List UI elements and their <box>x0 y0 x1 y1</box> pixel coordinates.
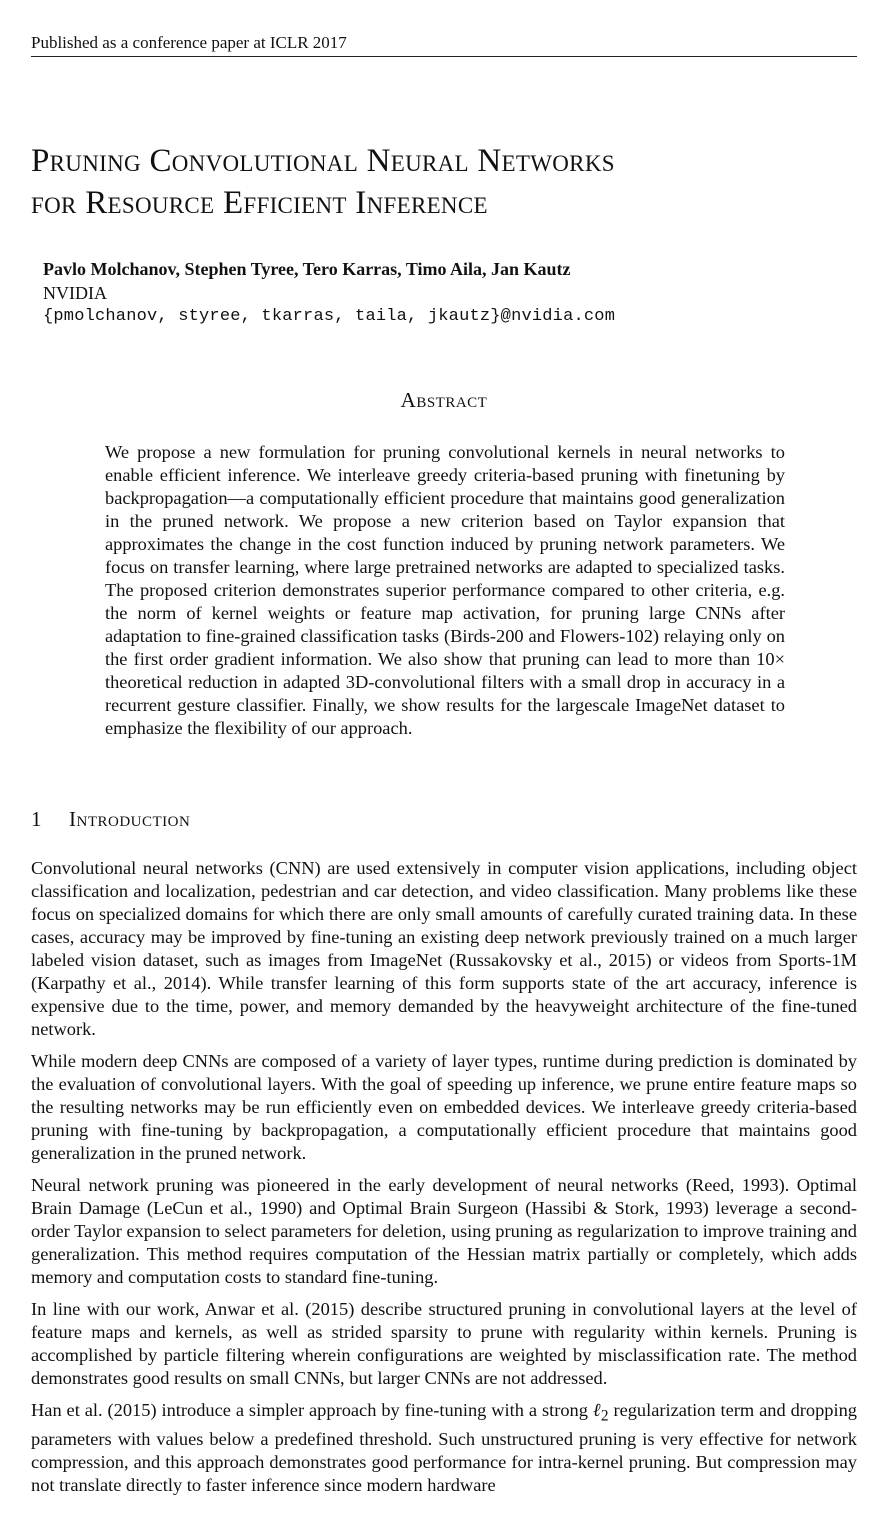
affiliation: NVIDIA <box>43 283 107 303</box>
running-head: Published as a conference paper at ICLR 2017 <box>31 33 857 57</box>
introduction-body <box>31 857 857 1506</box>
intro-paragraph-5-end: regularization term and dropping parameters with values below a predefined threshold. Such unstructured pruning is very effective for network compression, and this approach demonstrates good performance for intra-kernel pruning. But compression may not translate directly to faster inference since modern hardware <box>31 1400 857 1495</box>
intro-paragraph-2: While modern deep CNNs are composed of a variety of layer types, runtime during prediction is dominated by the evaluation of convolutional layers. With the goal of speeding up inference, we prune entire feature maps so the resulting networks may be run efficiently even on embedded devices. We interleave greedy criteria-based pruning with fine-tuning by backpropagation, a computationally efficient procedure that maintains good generalization in the pruned network. <box>31 1051 857 1163</box>
abstract-text: We propose a new formulation for pruning convolutional kernels in neural networks to enable efficient inference. We interleave greedy criteria-based pruning with finetuning by backpropagation—a computationally efficient procedure that maintains good generalization in the pruned network. We propose a new criterion based on Taylor expansion that approximates the change in the cost function induced by pruning network parameters. We focus on transfer learning, where large pretrained networks are adapted to specialized tasks. The proposed criterion demonstrates superior performance compared to other criteria, e.g. the norm of kernel weights or feature map activation, for pruning large CNNs after adaptation to fine-grained classification tasks (Birds-200 and Flowers-102) relaying only on the first order gradient information. We also show that pruning can lead to more than 10× theoretical reduction in adapted 3D-convolutional filters with a small drop in accuracy in a recurrent gesture classifier. Finally, we show results for the largescale ImageNet dataset to emphasize the flexibility of our approach. <box>105 442 785 738</box>
section-name: Introduction <box>69 807 191 831</box>
intro-paragraph-4: In line with our work, Anwar et al. (2015) describe structured pruning in convolutional layers at the level of feature maps and kernels, as well as strided sparsity to prune with regularity within kernels. Pruning is accomplished by particle filtering wherein configurations are weighted by misclassification rate. The method demonstrates good results on small CNNs, but larger CNNs are not addressed. <box>31 1299 857 1388</box>
paper-title-line-2: for Resource Efficient Inference <box>31 185 488 221</box>
paper-title-line-1: Pruning Convolutional Neural Networks <box>31 143 615 179</box>
intro-paragraph-3: Neural network pruning was pioneered in the early development of neural networks (Reed, 1993). Optimal Brain Damage (LeCun et al., 1990) and Optimal Brain Surgeon (Hassibi & Stork, 1993) leverage a second-order Taylor expansion to select parameters for deletion, using pruning as regularization to improve training and generalization. This method requires computation of the Hessian matrix partially or completely, which adds memory and computation costs to standard fine-tuning. <box>31 1175 857 1287</box>
paper-title <box>31 140 857 224</box>
author-emails: {pmolchanov, styree, tkarras, taila, jkautz}@nvidia.com <box>43 307 616 326</box>
intro-paragraph-5-start: Han et al. (2015) introduce a simpler approach by fine-tuning with a strong <box>31 1400 593 1420</box>
section-number: 1 <box>31 807 42 831</box>
l2-norm-symbol: ℓ <box>592 1400 601 1420</box>
intro-paragraph-5 <box>31 1399 857 1497</box>
author-list: Pavlo Molchanov, Stephen Tyree, Tero Karras, Timo Aila, Jan Kautz <box>43 259 571 279</box>
abstract-heading: Abstract <box>400 388 488 412</box>
l2-norm-subscript: 2 <box>600 1407 609 1425</box>
intro-paragraph-1: Convolutional neural networks (CNN) are used extensively in computer vision applications, including object classification and localization, pedestrian and car detection, and video classification. Many problems like these focus on specialized domains for which there are only small amounts of carefully curated training data. In these cases, accuracy may be improved by fine-tuning an existing deep network previously trained on a much larger labeled vision dataset, such as images from ImageNet (Russakovsky et al., 2015) or videos from Sports-1M (Karpathy et al., 2014). While transfer learning of this form supports state of the art accuracy, inference is expensive due to the time, power, and memory demanded by the heavyweight architecture of the fine-tuned network. <box>31 858 857 1039</box>
section-heading-introduction <box>31 806 857 832</box>
